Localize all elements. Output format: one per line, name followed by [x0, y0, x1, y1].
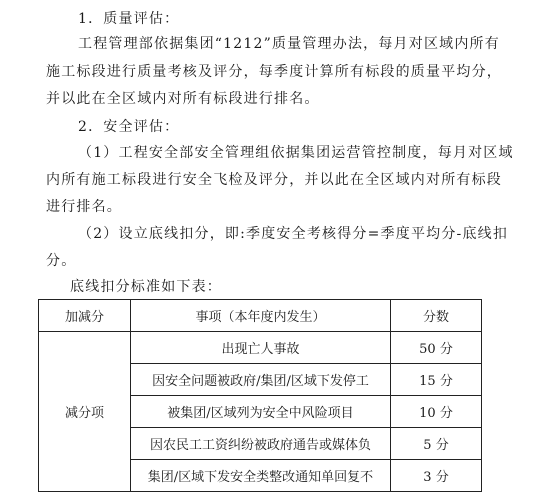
header-category: 加减分	[39, 300, 131, 332]
score-cell: 3 分	[391, 460, 482, 492]
table-header-row	[39, 300, 482, 332]
table-row	[39, 332, 482, 364]
safety-p1-line-3: 进行排名。	[46, 199, 122, 215]
safety-p1-line-1: （1）工程安全部安全管理组依据集团运营管控制度，每月对区域	[78, 145, 514, 161]
deduction-table	[38, 299, 482, 492]
safety-p1-line-2: 内所有施工标段进行安全飞检及评分，并以此在全区域内对所有标段	[46, 172, 502, 188]
table-intro: 底线扣分标准如下表：	[70, 279, 222, 295]
quality-line-3: 并以此在全区域内对所有标段进行排名。	[46, 91, 320, 107]
score-cell: 10 分	[391, 396, 482, 428]
item-cell: 被集团/区域列为安全中风险项目	[131, 396, 391, 428]
safety-p2-line-2: 分。	[46, 253, 77, 269]
score-cell: 5 分	[391, 428, 482, 460]
score-cell: 15 分	[391, 364, 482, 396]
item-cell: 因农民工工资纠纷被政府通告或媒体负	[131, 428, 391, 460]
item-cell: 出现亡人事故	[131, 332, 391, 364]
quality-line-1: 工程管理部依据集团“1212”质量管理办法，每月对区域内所有	[78, 36, 500, 52]
score-cell: 50 分	[391, 332, 482, 364]
heading-safety: 2．安全评估：	[78, 119, 180, 135]
header-item: 事项（本年度内发生）	[131, 300, 391, 332]
item-cell: 因安全问题被政府/集团/区域下发停工	[131, 364, 391, 396]
header-score: 分数	[391, 300, 482, 332]
safety-p2-line-1: （2）设立底线扣分，即:季度安全考核得分=季度平均分-底线扣	[78, 226, 509, 242]
heading-quality: 1．质量评估：	[78, 11, 180, 27]
item-cell: 集团/区域下发安全类整改通知单回复不	[131, 460, 391, 492]
quality-line-2: 施工标段进行质量考核及评分，每季度计算所有标段的质量平均分，	[46, 64, 502, 80]
group-label-cell: 减分项	[39, 332, 131, 492]
